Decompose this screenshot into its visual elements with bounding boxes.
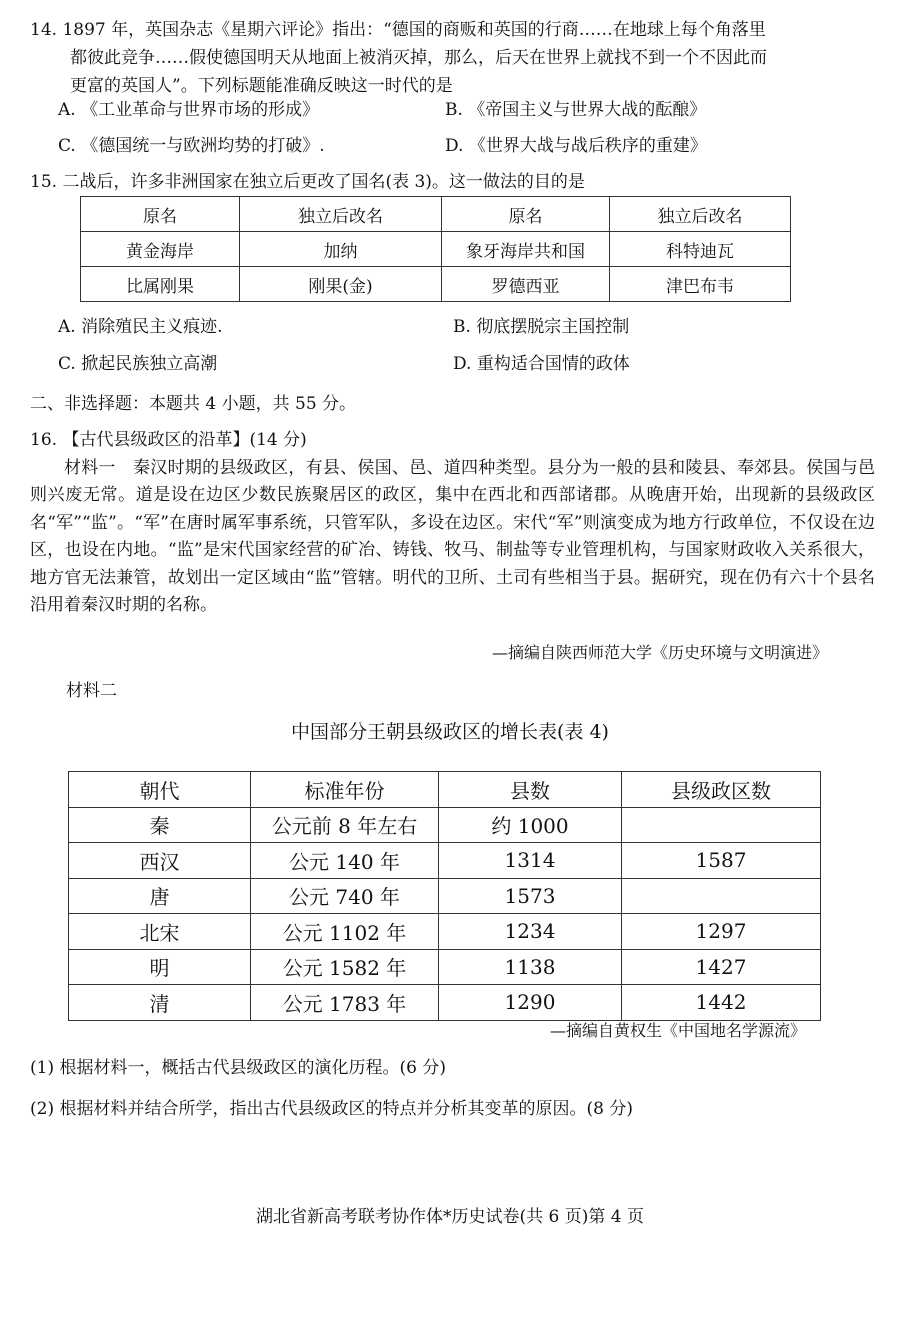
q15-option-c: C. 掀起民族独立高潮 [58,354,218,374]
q16-subquestion-2: (2) 根据材料并结合所学，指出古代县级政区的特点并分析其变革的原因。(8 分) [30,1099,633,1119]
q16-subquestion-1: (1) 根据材料一，概括古代县级政区的演化历程。(6 分) [30,1058,446,1078]
table-cell: 西汉 [69,843,251,879]
table-header-cell: 原名 [442,197,610,232]
q14-option-b: B. 《帝国主义与世界大战的酝酿》 [445,100,707,120]
q16-source-1: —摘编自陕西师范大学《历史环境与文明演进》 [491,643,828,662]
q14-option-a: A. 《工业革命与世界市场的形成》 [58,100,320,120]
table-header-cell: 标准年份 [251,772,439,808]
q14-option-c: C. 《德国统一与欧洲均势的打破》. [58,136,325,156]
table-cell: 象牙海岸共和国 [442,232,610,267]
table-cell: 北宋 [69,914,251,950]
table-cell: 秦 [69,807,251,843]
q16-title: 16. 【古代县级政区的沿革】(14 分) [30,430,307,450]
table-cell: 1442 [622,985,821,1021]
table-cell: 1138 [439,949,622,985]
table-cell [622,878,821,914]
q16-material-1: 材料一 秦汉时期的县级政区，有县、侯国、邑、道四种类型。县分为一般的县和陵县、奉郊县。侯国与邑则兴废无常。道是设在边区少数民族聚居区的政区，集中在西北和西部诸郡。从晚唐开始，出现新的县级政区名“军”“监”。“军”在唐时属军事系统，只管军队，多设在边区。宋代“军”则演变成为地方行政单位，不仅设在边区，也设在内地。“监”是宋代国家经营的矿冶、铸钱、牧马、制盐等专业管理机构，与国家财政收入关系很大，地方官无法兼管，故划出一定区域由“监”管辖。明代的卫所、土司有些相当于县。据研究，现在仍有六十个县名沿用着秦汉时期的名称。 [30,458,875,616]
table-cell: 津巴布韦 [610,267,791,302]
table-header-row [81,197,791,232]
table-cell: 加纳 [240,232,442,267]
table-cell: 公元前 8 年左右 [251,807,439,843]
table-row [81,232,791,267]
table-cell [622,807,821,843]
table-cell: 罗德西亚 [442,267,610,302]
table-cell: 约 1000 [439,807,622,843]
table-header-row [69,772,821,808]
table-cell: 1290 [439,985,622,1021]
country-rename-table [80,196,791,302]
county-growth-table [68,771,821,1021]
table-row [69,878,821,914]
q16-table-caption: 中国部分王朝县级政区的增长表(表 4) [291,721,609,743]
table-header-cell: 原名 [81,197,240,232]
table-cell: 公元 740 年 [251,878,439,914]
q16-source-2: —摘编自黄权生《中国地名学源流》 [549,1021,806,1040]
table-row [69,843,821,879]
section-title: 二、非选择题：本题共 4 小题，共 55 分。 [30,394,357,414]
table-header-cell: 朝代 [69,772,251,808]
table-cell: 1573 [439,878,622,914]
q16-material-2-label: 材料二 [66,681,117,701]
table-cell: 1587 [622,843,821,879]
table-header-cell: 县级政区数 [622,772,821,808]
q14-stem-line-2: 都彼此竞争……假使德国明天从地面上被消灭掉，那么，后天在世界上就找不到一个不因此而 [70,48,767,68]
table-cell: 明 [69,949,251,985]
table-cell: 唐 [69,878,251,914]
table-cell: 比属刚果 [81,267,240,302]
table-cell: 刚果(金) [240,267,442,302]
table-header-cell: 独立后改名 [240,197,442,232]
table-cell: 1234 [439,914,622,950]
table-cell: 黄金海岸 [81,232,240,267]
table-cell: 1427 [622,949,821,985]
page-footer: 湖北省新高考联考协作体*历史试卷(共 6 页)第 4 页 [255,1207,644,1227]
q15-option-b: B. 彻底摆脱宗主国控制 [453,317,630,337]
table-header-cell: 独立后改名 [610,197,791,232]
table-cell: 公元 140 年 [251,843,439,879]
q15-stem: 15. 二战后，许多非洲国家在独立后更改了国名(表 3)。这一做法的目的是 [30,172,585,192]
table-row [69,807,821,843]
q14-option-d: D. 《世界大战与战后秩序的重建》 [445,136,707,156]
table-cell: 公元 1783 年 [251,985,439,1021]
table-row [69,949,821,985]
q14-stem-line-1: 14. 1897 年，英国杂志《星期六评论》指出：“德国的商贩和英国的行商……在地球上每个角落里 [30,20,766,40]
q14-stem-line-3: 更富的英国人”。下列标题能准确反映这一时代的是 [70,76,453,96]
table-header-cell: 县数 [439,772,622,808]
table-cell: 清 [69,985,251,1021]
table-cell: 1297 [622,914,821,950]
q15-option-a: A. 消除殖民主义痕迹. [58,317,223,337]
q15-option-d: D. 重构适合国情的政体 [453,354,630,374]
table-cell: 科特迪瓦 [610,232,791,267]
table-cell: 1314 [439,843,622,879]
table-row [69,985,821,1021]
table-cell: 公元 1582 年 [251,949,439,985]
table-row [81,267,791,302]
table-row [69,914,821,950]
table-cell: 公元 1102 年 [251,914,439,950]
